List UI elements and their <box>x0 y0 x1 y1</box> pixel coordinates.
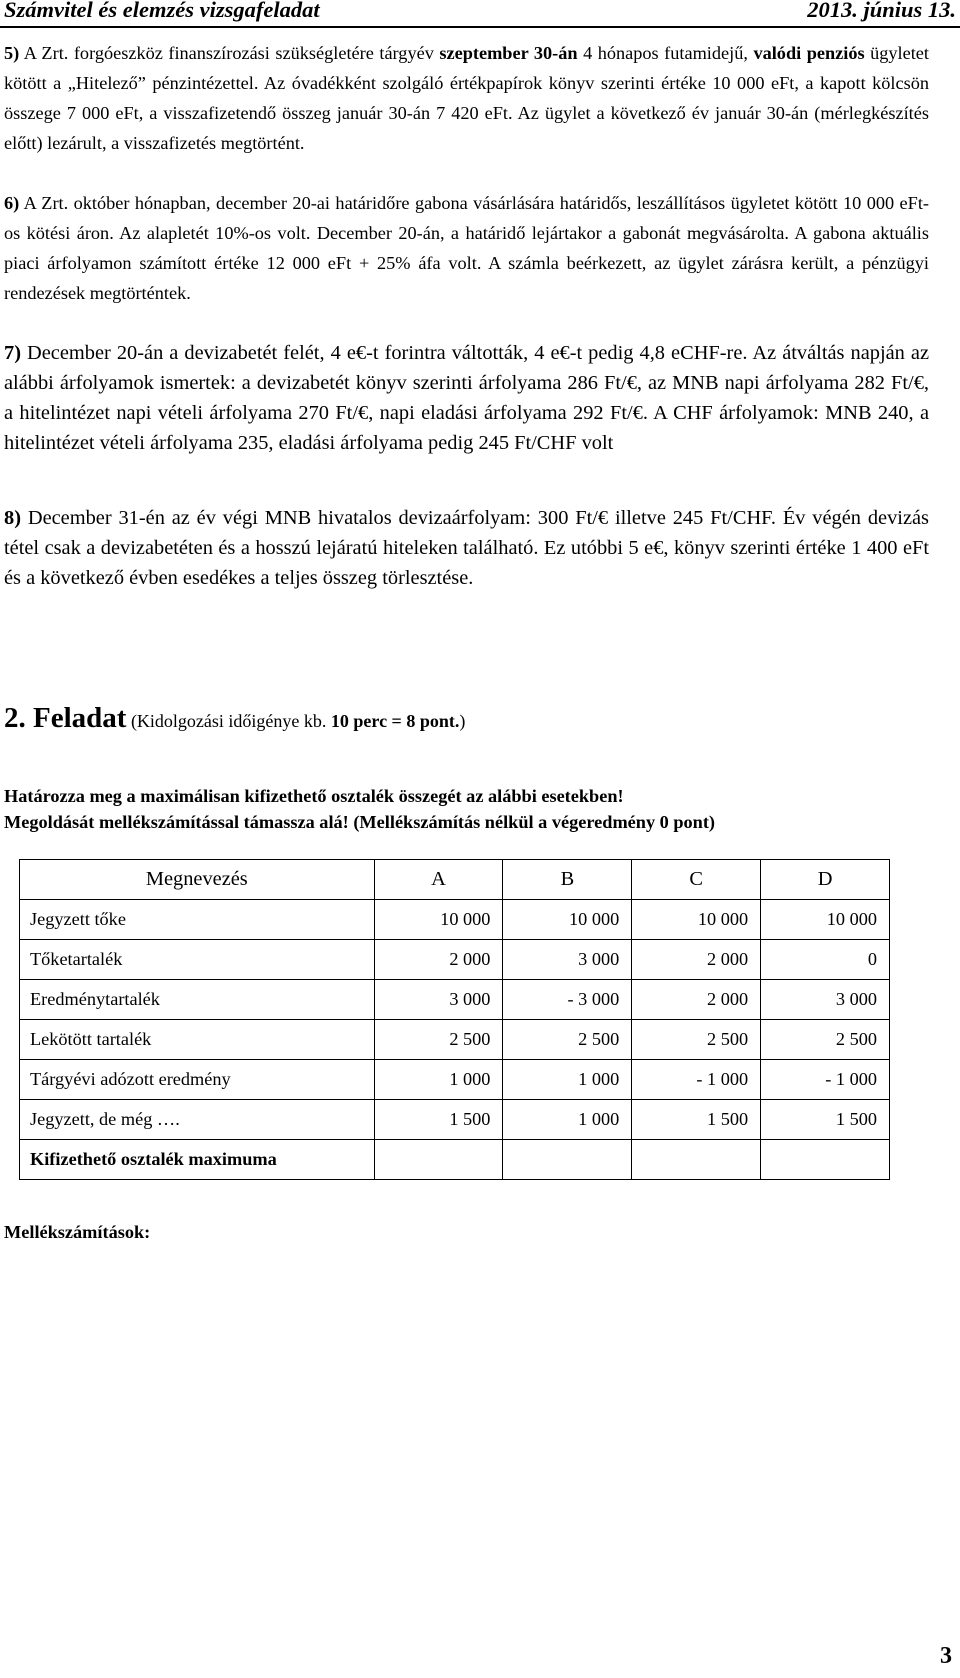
header-date: 2013. június 13. <box>807 0 956 22</box>
cell-value: 3 000 <box>761 980 890 1020</box>
task2-title: 2. Feladat <box>4 702 127 734</box>
cell-value: 1 500 <box>374 1100 503 1140</box>
task2-time: 10 perc = 8 pont. <box>330 711 460 731</box>
item-7 <box>4 338 929 458</box>
row-label: Jegyzett tőke <box>20 900 375 940</box>
cell-value: 10 000 <box>761 900 890 940</box>
cell-value: 2 500 <box>503 1020 632 1060</box>
header-rule <box>0 26 960 28</box>
cell-value: 2 500 <box>374 1020 503 1060</box>
item-number: 7) <box>4 342 21 364</box>
row-label: Lekötött tartalék <box>20 1020 375 1060</box>
table-header-row <box>20 860 890 900</box>
cell-value: 2 000 <box>374 940 503 980</box>
task2-pre: (Kidolgozási időigénye kb. <box>126 711 331 731</box>
row-label: Eredménytartalék <box>20 980 375 1020</box>
instruction-line-1: Határozza meg a maximálisan kifizethető osztalék összegét az alábbi esetekben! <box>4 786 624 806</box>
table-row <box>20 900 890 940</box>
item-text: December 20-án a devizabetét felét, 4 e€-t forintra váltották, 4 e€-t pedig 4,8 eCHF-re. Az átváltás napján az alábbi árfolyamok ismertek: a devizabetét könyv szerinti árfolyama 286 Ft/€, az MNB napi árfolyama 282 Ft/€, a hitelintézet napi vételi árfolyama 270 Ft/€, napi eladási árfolyama 292 Ft/€. A CHF árfolyamok: MNB 240, a hitelintézet vételi árfolyama 235, eladási árfolyama pedig 245 Ft/CHF volt <box>4 342 929 454</box>
answer-cell-a[interactable] <box>374 1140 503 1180</box>
cell-value: 1 500 <box>761 1100 890 1140</box>
item-number: 5) <box>4 43 20 63</box>
item-8 <box>4 503 929 593</box>
answer-cell-b[interactable] <box>503 1140 632 1180</box>
item-text-bold: valódi penziós <box>753 43 865 63</box>
item-number: 6) <box>4 193 20 213</box>
table-row <box>20 1060 890 1100</box>
header-title: Számvitel és elemzés vizsgafeladat <box>4 0 320 22</box>
cell-value: 10 000 <box>503 900 632 940</box>
item-text: A Zrt. forgóeszköz finanszírozási szükségletére tárgyév <box>19 43 440 63</box>
table-row <box>20 980 890 1020</box>
result-row-label: Kifizethető osztalék maximuma <box>20 1140 375 1180</box>
page-header <box>0 0 960 28</box>
dividend-table <box>19 859 890 1180</box>
table-row <box>20 1020 890 1060</box>
cell-value: - 1 000 <box>632 1060 761 1100</box>
task2-post: ) <box>459 711 466 731</box>
table-result-row <box>20 1140 890 1180</box>
header-d: D <box>761 860 890 900</box>
cell-value: 3 000 <box>374 980 503 1020</box>
cell-value: 2 000 <box>632 980 761 1020</box>
cell-value: 2 500 <box>761 1020 890 1060</box>
cell-value: 2 500 <box>632 1020 761 1060</box>
cell-value: 1 500 <box>632 1100 761 1140</box>
task2-heading <box>4 702 465 735</box>
item-text-bold: szeptember 30-án <box>439 43 578 63</box>
header-a: A <box>374 860 503 900</box>
item-text: ügyletet kötött a „Hitelező” pénzintézettel. Az óvadékként szolgáló értékpapírok könyv szerinti értéke 10 000 eFt, a kapott kölcsön összege 7 000 eFt, a visszafizetendő összeg január 30-án 7 420 eFt. Az ügylet a következő év január 30-án (mérlegkészítés előtt) lezárult, a visszafizetés megtörtént. <box>4 43 929 153</box>
page-number: 3 <box>940 1643 952 1669</box>
cell-value: 1 000 <box>374 1060 503 1100</box>
cell-value: 1 000 <box>503 1100 632 1140</box>
cell-value: 3 000 <box>503 940 632 980</box>
cell-value: 2 000 <box>632 940 761 980</box>
item-6 <box>4 188 929 308</box>
side-calculations-heading: Mellékszámítások: <box>4 1222 151 1242</box>
instruction-line-2: Megoldását mellékszámítással támassza alá! (Mellékszámítás nélkül a végeredmény 0 pont) <box>4 812 716 832</box>
item-text: A Zrt. október hónapban, december 20-ai határidőre gabona vásárlására határidős, leszállításos ügyletet kötött 10 000 eFt-os kötési áron. Az alapletét 10%-os volt. December 20-án, a határidő lejártakor a gabonát megvásárolta. A gabona aktuális piaci árfolyamon számított értéke 12 000 eFt + 25% áfa volt. A számla beérkezett, az ügylet zárásra került, a pénzügyi rendezések megtörténtek. <box>4 193 929 303</box>
cell-value: 0 <box>761 940 890 980</box>
header-megnevezes: Megnevezés <box>20 860 375 900</box>
table-row <box>20 940 890 980</box>
header-b: B <box>503 860 632 900</box>
cell-value: - 1 000 <box>761 1060 890 1100</box>
table-row <box>20 1100 890 1140</box>
header-c: C <box>632 860 761 900</box>
row-label: Tőketartalék <box>20 940 375 980</box>
answer-cell-d[interactable] <box>761 1140 890 1180</box>
cell-value: - 3 000 <box>503 980 632 1020</box>
cell-value: 1 000 <box>503 1060 632 1100</box>
item-text: 4 hónapos futamidejű, <box>577 43 754 63</box>
item-5 <box>4 38 929 158</box>
row-label: Tárgyévi adózott eredmény <box>20 1060 375 1100</box>
item-number: 8) <box>4 507 21 529</box>
item-text: December 31-én az év végi MNB hivatalos devizaárfolyam: 300 Ft/€ illetve 245 Ft/CHF. Év végén devizás tétel csak a devizabetéten és a hosszú lejáratú hiteleken található. Ez utóbbi 5 e€, könyv szerinti értéke 1 400 eFt és a következő évben esedékes a teljes összeg törlesztése. <box>4 507 929 589</box>
answer-cell-c[interactable] <box>632 1140 761 1180</box>
cell-value: 10 000 <box>374 900 503 940</box>
row-label: Jegyzett, de még …. <box>20 1100 375 1140</box>
cell-value: 10 000 <box>632 900 761 940</box>
